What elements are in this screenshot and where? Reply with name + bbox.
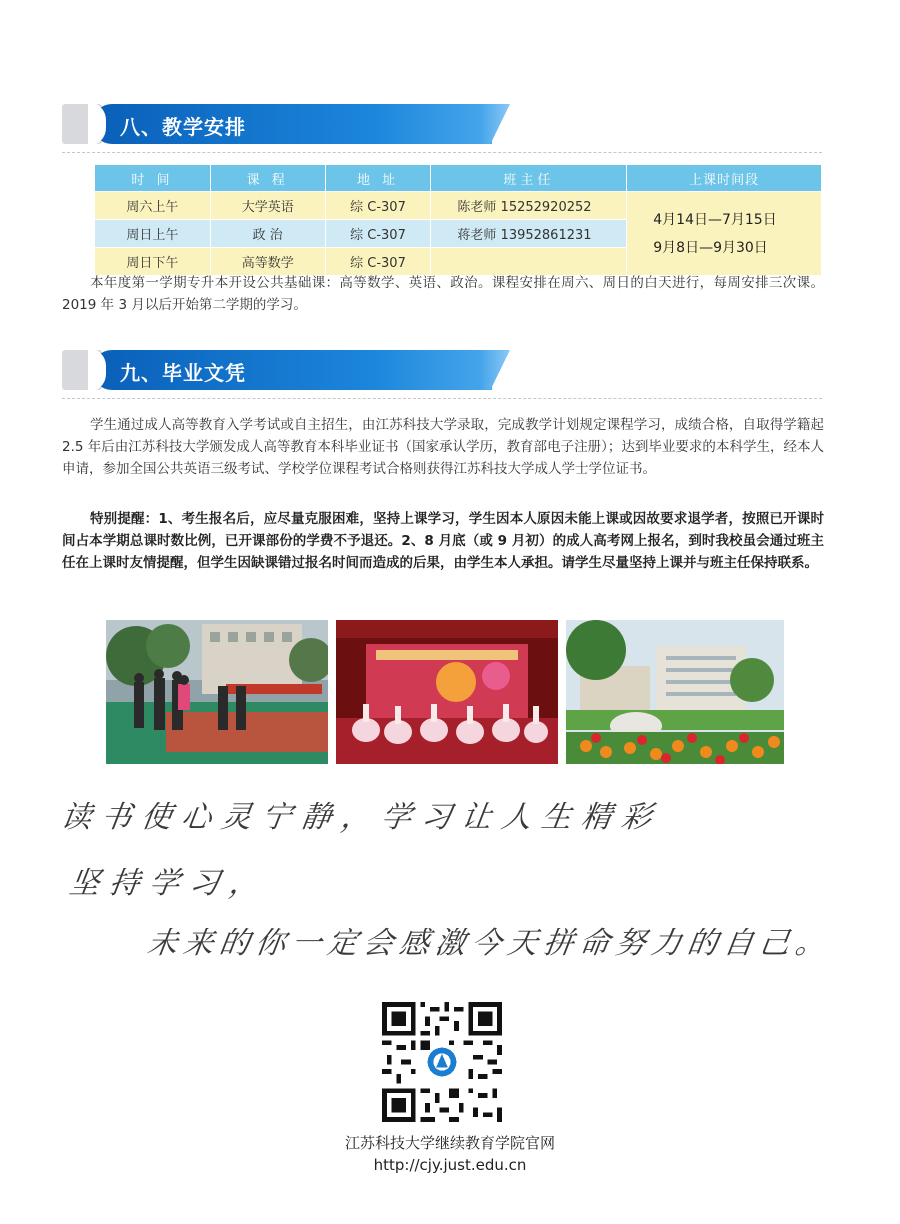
cell-location: 综 C-307 xyxy=(325,220,431,248)
special-reminder: 特别提醒：1、考生报名后，应尽量克服困难，坚持上课学习，学生因本人原因未能上课或因故要求退学者，按照已开课时间占本学期总课时数比例，已开课部份的学费不予退还。2、8 月底（或 9 月初）的成人高考网上报名，到时我校虽会通过班主任在上课时友情提醒，但学生因缺课错过报名时间而造成的后果，由学生本人承担。请学生尽量坚持上课并与班主任保持联系。 xyxy=(62,511,824,571)
period-1: 4月14日—7月15日 xyxy=(653,211,777,228)
qr-code xyxy=(382,1002,502,1122)
table-row xyxy=(95,192,822,220)
cell-location: 综 C-307 xyxy=(325,192,431,220)
divider xyxy=(62,398,822,399)
section-title: 八、教学安排 xyxy=(120,115,246,139)
header-course: 课 程 xyxy=(210,165,325,192)
cell-course: 大学英语 xyxy=(210,192,325,220)
cell-course: 政 治 xyxy=(210,220,325,248)
cell-time: 周日上午 xyxy=(95,220,211,248)
cell-course: 高等数学 xyxy=(210,248,325,276)
campus-event-photo xyxy=(106,620,328,764)
header-time: 时 间 xyxy=(95,165,211,192)
header-teacher: 班主任 xyxy=(431,165,627,192)
teaching-note: 本年度第一学期专升本开设公共基础课：高等数学、英语、政治。课程安排在周六、周日的白天进行，每周安排三次课。2019 年 3 月以后开始第二学期的学习。 xyxy=(62,275,824,313)
cell-teacher: 陈老师 15252920252 xyxy=(431,192,627,220)
cell-time: 周日下午 xyxy=(95,248,211,276)
section-title: 九、毕业文凭 xyxy=(120,361,246,385)
header-tail xyxy=(482,350,510,390)
footer-site-name: 江苏科技大学继续教育学院官网 xyxy=(344,1134,555,1152)
header-tail xyxy=(482,104,510,144)
campus-garden-photo xyxy=(566,620,784,764)
header-location: 地 址 xyxy=(325,165,431,192)
footer-url[interactable]: http://cjy.just.edu.cn xyxy=(373,1156,527,1174)
cell-time: 周六上午 xyxy=(95,192,211,220)
section-header-diploma xyxy=(62,350,510,390)
handwriting-line-3: 未来的你一定会感激今天拼命努力的自己。 xyxy=(145,926,834,961)
section-header-teaching xyxy=(62,104,510,144)
diploma-paragraph: 学生通过成人高等教育入学考试或自主招生，由江苏科技大学录取，完成教学计划规定课程学习，成绩合格，自取得学籍起 2.5 年后由江苏科技大学颁发成人高等教育本科毕业证书（国家承认学历，教育部电子注册）；达到毕业要求的本科学生，经本人申请，参加全国公共英语三级考试、学校学位课程考试合格则获得江苏科技大学成人学士学位证书。 xyxy=(62,417,824,477)
table-header-row xyxy=(95,165,822,192)
cell-location: 综 C-307 xyxy=(325,248,431,276)
stage-performance-photo xyxy=(336,620,558,764)
divider xyxy=(62,152,822,153)
handwriting-line-1: 读书使心灵宁静，学习让人生精彩 xyxy=(59,800,664,835)
header-period: 上课时间段 xyxy=(627,165,822,192)
handwriting-line-2: 坚持学习， xyxy=(67,866,272,901)
period-2: 9月8日—9月30日 xyxy=(653,239,768,256)
schedule-table xyxy=(94,164,822,276)
cell-teacher: 蒋老师 13952861231 xyxy=(431,220,627,248)
cell-periods xyxy=(627,192,822,276)
